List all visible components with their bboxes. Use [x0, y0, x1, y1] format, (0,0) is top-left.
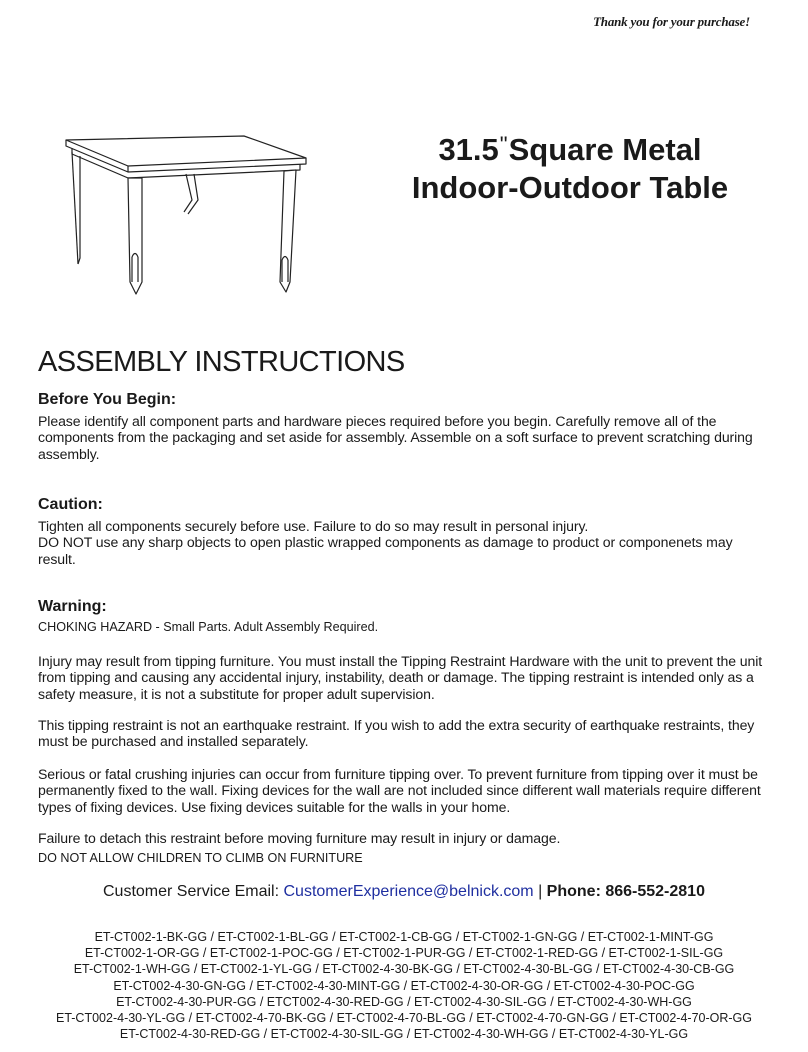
- caution-line2: DO NOT use any sharp objects to open plastic wrapped components as damage to product or componenets may result.: [38, 534, 733, 567]
- customer-service: [0, 883, 808, 901]
- children-warning: DO NOT ALLOW CHILDREN TO CLIMB ON FURNITURE: [38, 851, 363, 866]
- warning-paragraph-3: [38, 766, 768, 815]
- choking-hazard: CHOKING HAZARD - Small Parts. Adult Assembly Required.: [38, 620, 379, 634]
- earthquake-text: This tipping restraint is not an earthquake restraint. If you wish to add the extra security of earthquake restraints, they must be purchased and installed separately.: [38, 717, 755, 750]
- model-line: ET-CT002-4-30-PUR-GG / ETCT002-4-30-RED-GG / ET-CT002-4-30-SIL-GG / ET-CT002-4-30-WH-GG: [116, 994, 692, 1009]
- thank-you-note: Thank you for your purchase!: [593, 14, 750, 29]
- warning-paragraph-1: [38, 653, 768, 702]
- model-numbers: [0, 929, 808, 1042]
- caution-line1: Tighten all components securely before use. Failure to do so may result in personal injury.: [38, 518, 589, 534]
- before-text: Please identify all component parts and hardware pieces required before you begin. Carefully remove all of the components from the packaging and set aside for assembly. Assemble on a soft surface to prevent scratching during assembly.: [38, 413, 753, 462]
- product-title: [360, 126, 780, 207]
- cs-label: Customer Service Email:: [103, 883, 284, 900]
- caution-section: [38, 496, 768, 567]
- warning-heading: Warning:: [38, 598, 107, 615]
- caution-heading: Caution:: [38, 496, 103, 513]
- cs-phone: Phone: 866-552-2810: [546, 883, 705, 900]
- product-title-line1: [360, 126, 780, 169]
- model-line: ET-CT002-1-WH-GG / ET-CT002-1-YL-GG / ET-CT002-4-30-BK-GG / ET-CT002-4-30-BL-GG / ET-CT002-4-30-CB-GG: [73, 962, 735, 977]
- warning-paragraph-2: [38, 717, 768, 750]
- tipping-text: Injury may result from tipping furniture. You must install the Tipping Restraint Hardware with the unit to prevent the unit from tipping and causing any accidental injury, instability, death or damage. The tipping restraint is intended only as a safety measure, it is not a substitute for proper adult supervision.: [38, 653, 763, 702]
- product-title-line2: Indoor-Outdoor Table: [411, 170, 729, 205]
- model-line: ET-CT002-1-OR-GG / ET-CT002-1-POC-GG / ET-CT002-1-PUR-GG / ET-CT002-1-RED-GG / ET-CT002-1-SIL-GG: [84, 946, 724, 961]
- before-heading: Before You Begin:: [38, 391, 177, 408]
- assembly-heading: ASSEMBLY INSTRUCTIONS: [38, 346, 405, 378]
- product-size: 31.5: [438, 132, 499, 167]
- inch-mark: ": [499, 132, 508, 157]
- model-line: ET-CT002-4-30-YL-GG / ET-CT002-4-70-BK-GG / ET-CT002-4-70-BL-GG / ET-CT002-4-70-GN-GG / ET-CT002-4-70-OR-GG: [55, 1011, 752, 1026]
- model-line: ET-CT002-4-30-RED-GG / ET-CT002-4-30-SIL-GG / ET-CT002-4-30-WH-GG / ET-CT002-4-30-YL-GG: [119, 1027, 689, 1042]
- product-title-rest: Square Metal: [508, 132, 702, 167]
- model-line: ET-CT002-1-BK-GG / ET-CT002-1-BL-GG / ET-CT002-1-CB-GG / ET-CT002-1-GN-GG / ET-CT002-1-MINT-GG: [94, 930, 714, 944]
- cs-separator: |: [533, 883, 547, 900]
- crushing-text: Serious or fatal crushing injuries can occur from furniture tipping over. To prevent furniture from tipping over it must be permanently fixed to the wall. Fixing devices for the wall are not included since different wall materials require different types of fixing devices. Use fixing devices suitable for the walls in your home.: [38, 766, 761, 815]
- warning-section: [38, 598, 768, 634]
- detach-text: Failure to detach this restraint before moving furniture may result in injury or damage.: [38, 830, 561, 846]
- warning-paragraph-4: [38, 830, 768, 865]
- cs-email-link[interactable]: CustomerExperience@belnick.com: [283, 883, 534, 900]
- table-illustration: [58, 132, 318, 322]
- model-line: ET-CT002-4-30-GN-GG / ET-CT002-4-30-MINT-GG / ET-CT002-4-30-OR-GG / ET-CT002-4-30-POC-GG: [113, 978, 695, 993]
- before-section: [38, 391, 768, 462]
